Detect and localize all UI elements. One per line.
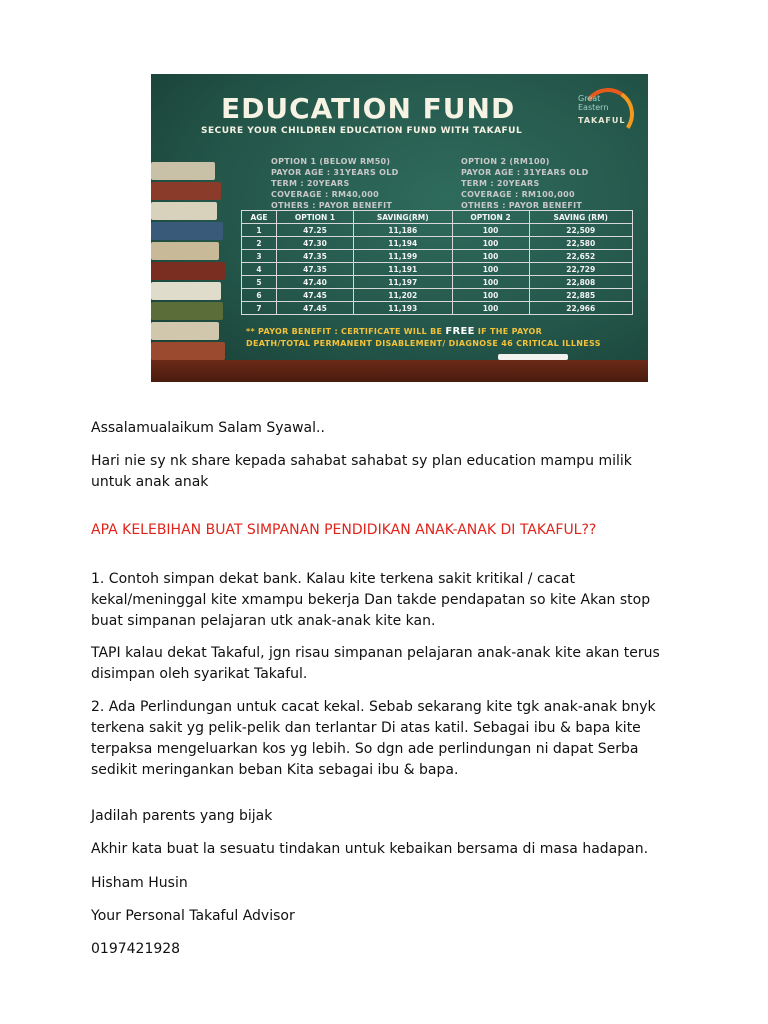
table-row: 6 47.45 11,202 100 22,885 [242, 289, 633, 302]
banner-title: EDUCATION FUND [221, 92, 516, 125]
author-role: Your Personal Takaful Advisor [91, 908, 295, 924]
point-1-line-1: 1. Contoh simpan dekat bank. Kalau kite terkena sakit kritikal / cacat [91, 571, 576, 587]
table-row: 5 47.40 11,197 100 22,808 [242, 276, 633, 289]
table-row: 4 47.35 11,191 100 22,729 [242, 263, 633, 276]
intro-line-1: Hari nie sy nk share kepada sahabat sahabat sy plan education mampu milik [91, 453, 632, 469]
table-row: 2 47.30 11,194 100 22,580 [242, 237, 633, 250]
table-row: 3 47.35 11,199 100 22,652 [242, 250, 633, 263]
banner-subtitle: SECURE YOUR CHILDREN EDUCATION FUND WITH TAKAFUL [201, 126, 523, 136]
table-row: 1 47.25 11,186 100 22,509 [242, 224, 633, 237]
table-header-row: AGE OPTION 1 SAVING(RM) OPTION 2 SAVING (RM) [242, 211, 633, 224]
books-stack-illustration [151, 122, 227, 382]
education-fund-banner [151, 74, 648, 382]
section-heading: APA KELEBIHAN BUAT SIMPANAN PENDIDIKAN ANAK-ANAK DI TAKAFUL?? [91, 522, 597, 538]
great-eastern-takaful-logo: Great Eastern TAKAFUL [570, 88, 640, 128]
author-name: Hisham Husin [91, 875, 188, 891]
option-1-details: OPTION 1 (BELOW RM50) PAYOR AGE : 31YEARS OLD TERM : 20YEARS COVERAGE : RM40,000 OTHERS : PAYOR BENEFIT [271, 157, 399, 210]
greeting: Assalamualaikum Salam Syawal.. [91, 420, 325, 436]
point-1-line-2: kekal/meninggal kite xmampu bekerja Dan takde pendapatan so kite Akan stop [91, 592, 651, 608]
tapi-line-2: disimpan oleh syarikat Takaful. [91, 666, 308, 682]
parents-line: Jadilah parents yang bijak [91, 808, 273, 824]
closing-line: Akhir kata buat la sesuatu tindakan untuk kebaikan bersama di masa hadapan. [91, 841, 649, 857]
savings-table [241, 210, 633, 315]
intro-line-2: untuk anak anak [91, 474, 209, 490]
point-2-line-2: terkena sakit yg pelik-pelik dan terlantar Di atas katil. Sebagai ibu & bapa kite [91, 720, 641, 736]
wooden-ledge [151, 360, 648, 382]
chalk-piece [498, 354, 568, 360]
point-2-line-4: sedikit meringankan beban Kita sebagai ibu & bapa. [91, 762, 459, 778]
payor-benefit-note: ** PAYOR BENEFIT : CERTIFICATE WILL BE FREE IF THE PAYOR DEATH/TOTAL PERMANENT DISABLEMENT/ DIAGNOSE 46 CRITICAL ILLNESS [246, 326, 601, 348]
option-2-details: OPTION 2 (RM100) PAYOR AGE : 31YEARS OLD TERM : 20YEARS COVERAGE : RM100,000 OTHERS : PAYOR BENEFIT [461, 157, 589, 210]
point-1-line-3: buat simpanan pelajaran utk anak-anak kite kan. [91, 613, 436, 629]
table-row: 7 47.45 11,193 100 22,966 [242, 302, 633, 315]
tapi-line-1: TAPI kalau dekat Takaful, jgn risau simpanan pelajaran anak-anak kite akan terus [91, 645, 660, 661]
point-2-line-1: 2. Ada Perlindungan untuk cacat kekal. Sebab sekarang kite tgk anak-anak bnyk [91, 699, 656, 715]
phone-number: 0197421928 [91, 941, 181, 957]
point-2-line-3: terpaksa mengeluarkan kos yg lebih. So dgn ade perlindungan ni dapat Serba [91, 741, 639, 757]
logo-arc-icon [578, 84, 638, 144]
